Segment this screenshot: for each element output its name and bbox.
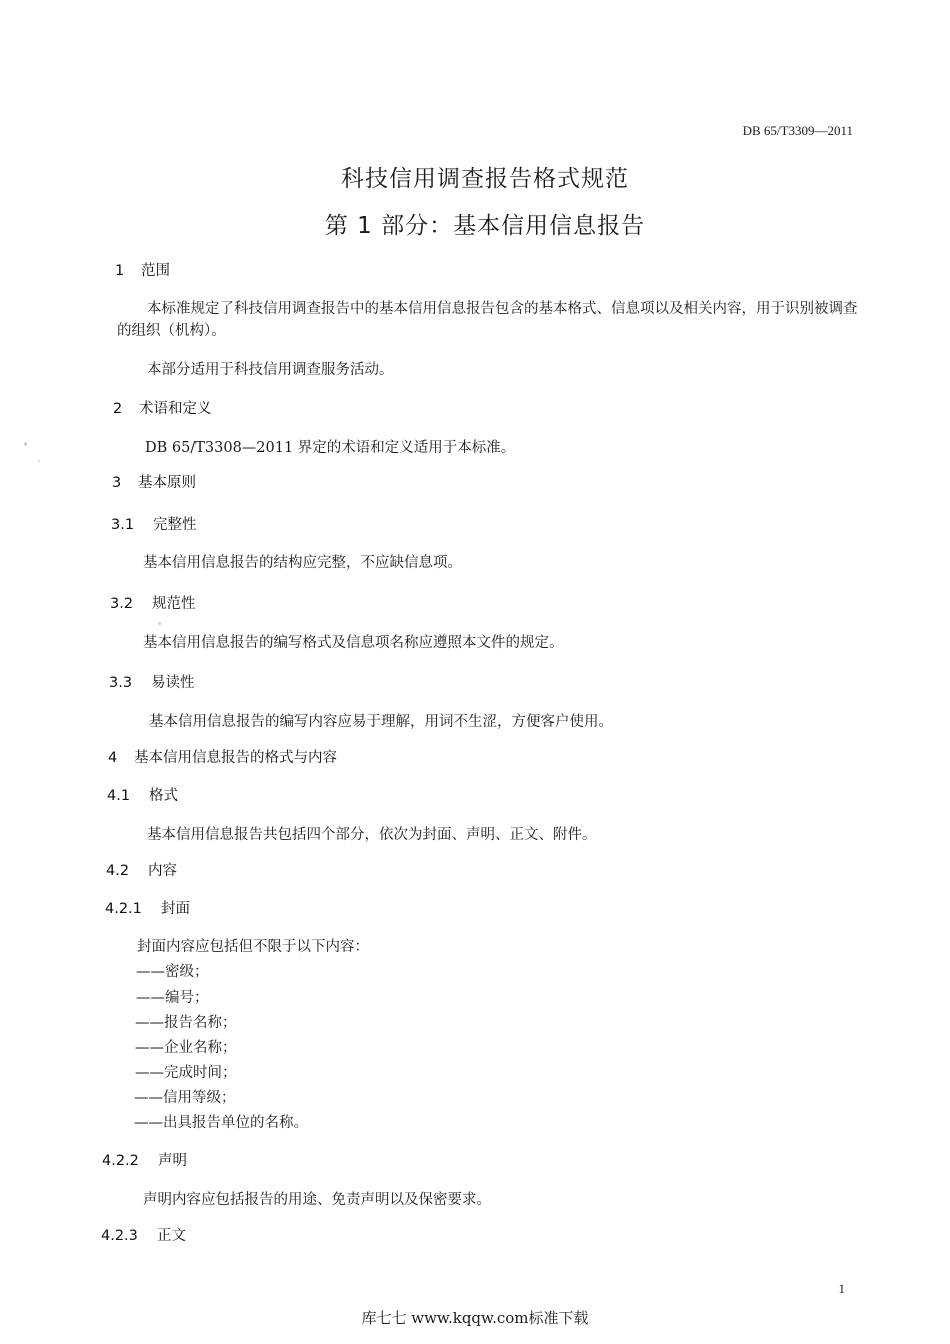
document-subtitle: 第 1 部分：基本信用信息报告 bbox=[324, 213, 646, 239]
page-number: 1 bbox=[838, 1281, 845, 1296]
list-item: ——报告名称； bbox=[135, 1015, 237, 1031]
footer-watermark: 库七七 www.kqqw.com标准下载 bbox=[361, 1309, 589, 1327]
list-item: ——企业名称； bbox=[135, 1040, 237, 1056]
section-2-paragraph: DB 65/T3308—2011 界定的术语和定义适用于本标准。 bbox=[145, 440, 516, 456]
section-3-3-paragraph: 基本信用信息报告的编写内容应易于理解，用词不生涩，方便客户使用。 bbox=[149, 714, 613, 730]
section-3-2-heading bbox=[110, 592, 196, 613]
standard-code: DB 65/T3309—2011 bbox=[742, 123, 853, 138]
section-title: 声明 bbox=[158, 1153, 187, 1169]
section-4-2-2-heading bbox=[102, 1149, 187, 1170]
section-3-3-heading bbox=[109, 671, 195, 692]
section-4-2-3-heading bbox=[101, 1224, 186, 1245]
section-3-1-paragraph: 基本信用信息报告的结构应完整，不应缺信息项。 bbox=[143, 555, 462, 571]
list-item: ——出具报告单位的名称。 bbox=[134, 1115, 308, 1131]
section-title: 基本原则 bbox=[138, 475, 196, 491]
section-number: 4.2.2 bbox=[102, 1153, 139, 1169]
section-number: 4.2.1 bbox=[105, 901, 142, 917]
section-3-heading bbox=[112, 471, 196, 492]
section-number: 4.1 bbox=[107, 788, 131, 804]
section-1-heading bbox=[115, 259, 170, 280]
section-title: 基本信用信息报告的格式与内容 bbox=[134, 750, 337, 766]
scan-speck bbox=[24, 442, 27, 446]
section-4-1-paragraph: 基本信用信息报告共包括四个部分，依次为封面、声明、正文、附件。 bbox=[147, 827, 597, 843]
section-4-heading bbox=[108, 746, 337, 767]
document-title: 科技信用调查报告格式规范 bbox=[341, 166, 629, 192]
section-number: 3.1 bbox=[111, 517, 135, 533]
section-number: 4.2.3 bbox=[101, 1228, 138, 1244]
section-title: 正文 bbox=[157, 1228, 186, 1244]
section-title: 规范性 bbox=[152, 596, 196, 612]
section-4-2-heading bbox=[106, 859, 177, 880]
list-item: ——编号； bbox=[136, 990, 209, 1006]
scan-speck bbox=[38, 460, 40, 462]
cover-contents-intro: 封面内容应包括但不限于以下内容： bbox=[137, 939, 369, 955]
section-title: 封面 bbox=[161, 901, 190, 917]
section-3-1-heading bbox=[111, 513, 197, 534]
list-item: ——密级； bbox=[136, 964, 209, 980]
section-title: 完整性 bbox=[153, 517, 197, 533]
scan-speck bbox=[158, 622, 161, 625]
section-3-2-paragraph: 基本信用信息报告的编写格式及信息项名称应遵照本文件的规定。 bbox=[143, 635, 564, 651]
section-1-paragraph-2: 本部分适用于科技信用调查服务活动。 bbox=[147, 362, 394, 378]
section-2-heading bbox=[113, 397, 212, 418]
section-title: 术语和定义 bbox=[139, 401, 212, 417]
section-title: 范围 bbox=[141, 263, 170, 279]
section-number: 3.2 bbox=[110, 596, 134, 612]
section-number: 3 bbox=[112, 475, 122, 491]
section-title: 易读性 bbox=[151, 675, 195, 691]
section-number: 4.2 bbox=[106, 863, 130, 879]
section-number: 3.3 bbox=[109, 675, 133, 691]
section-4-2-1-heading bbox=[105, 897, 190, 918]
list-item: ——完成时间； bbox=[135, 1065, 237, 1081]
section-4-2-2-paragraph: 声明内容应包括报告的用途、免责声明以及保密要求。 bbox=[143, 1192, 491, 1208]
section-number: 4 bbox=[108, 750, 118, 766]
section-number: 1 bbox=[115, 263, 125, 279]
section-4-1-heading bbox=[107, 784, 178, 805]
section-number: 2 bbox=[113, 401, 123, 417]
list-item: ——信用等级； bbox=[134, 1090, 236, 1106]
section-title: 格式 bbox=[149, 788, 178, 804]
section-1-paragraph-1: 本标准规定了科技信用调查报告中的基本信用信息报告包含的基本格式、信息项以及相关内容，用于识别被调查的组织（机构）。 bbox=[117, 301, 858, 339]
section-title: 内容 bbox=[148, 863, 177, 879]
